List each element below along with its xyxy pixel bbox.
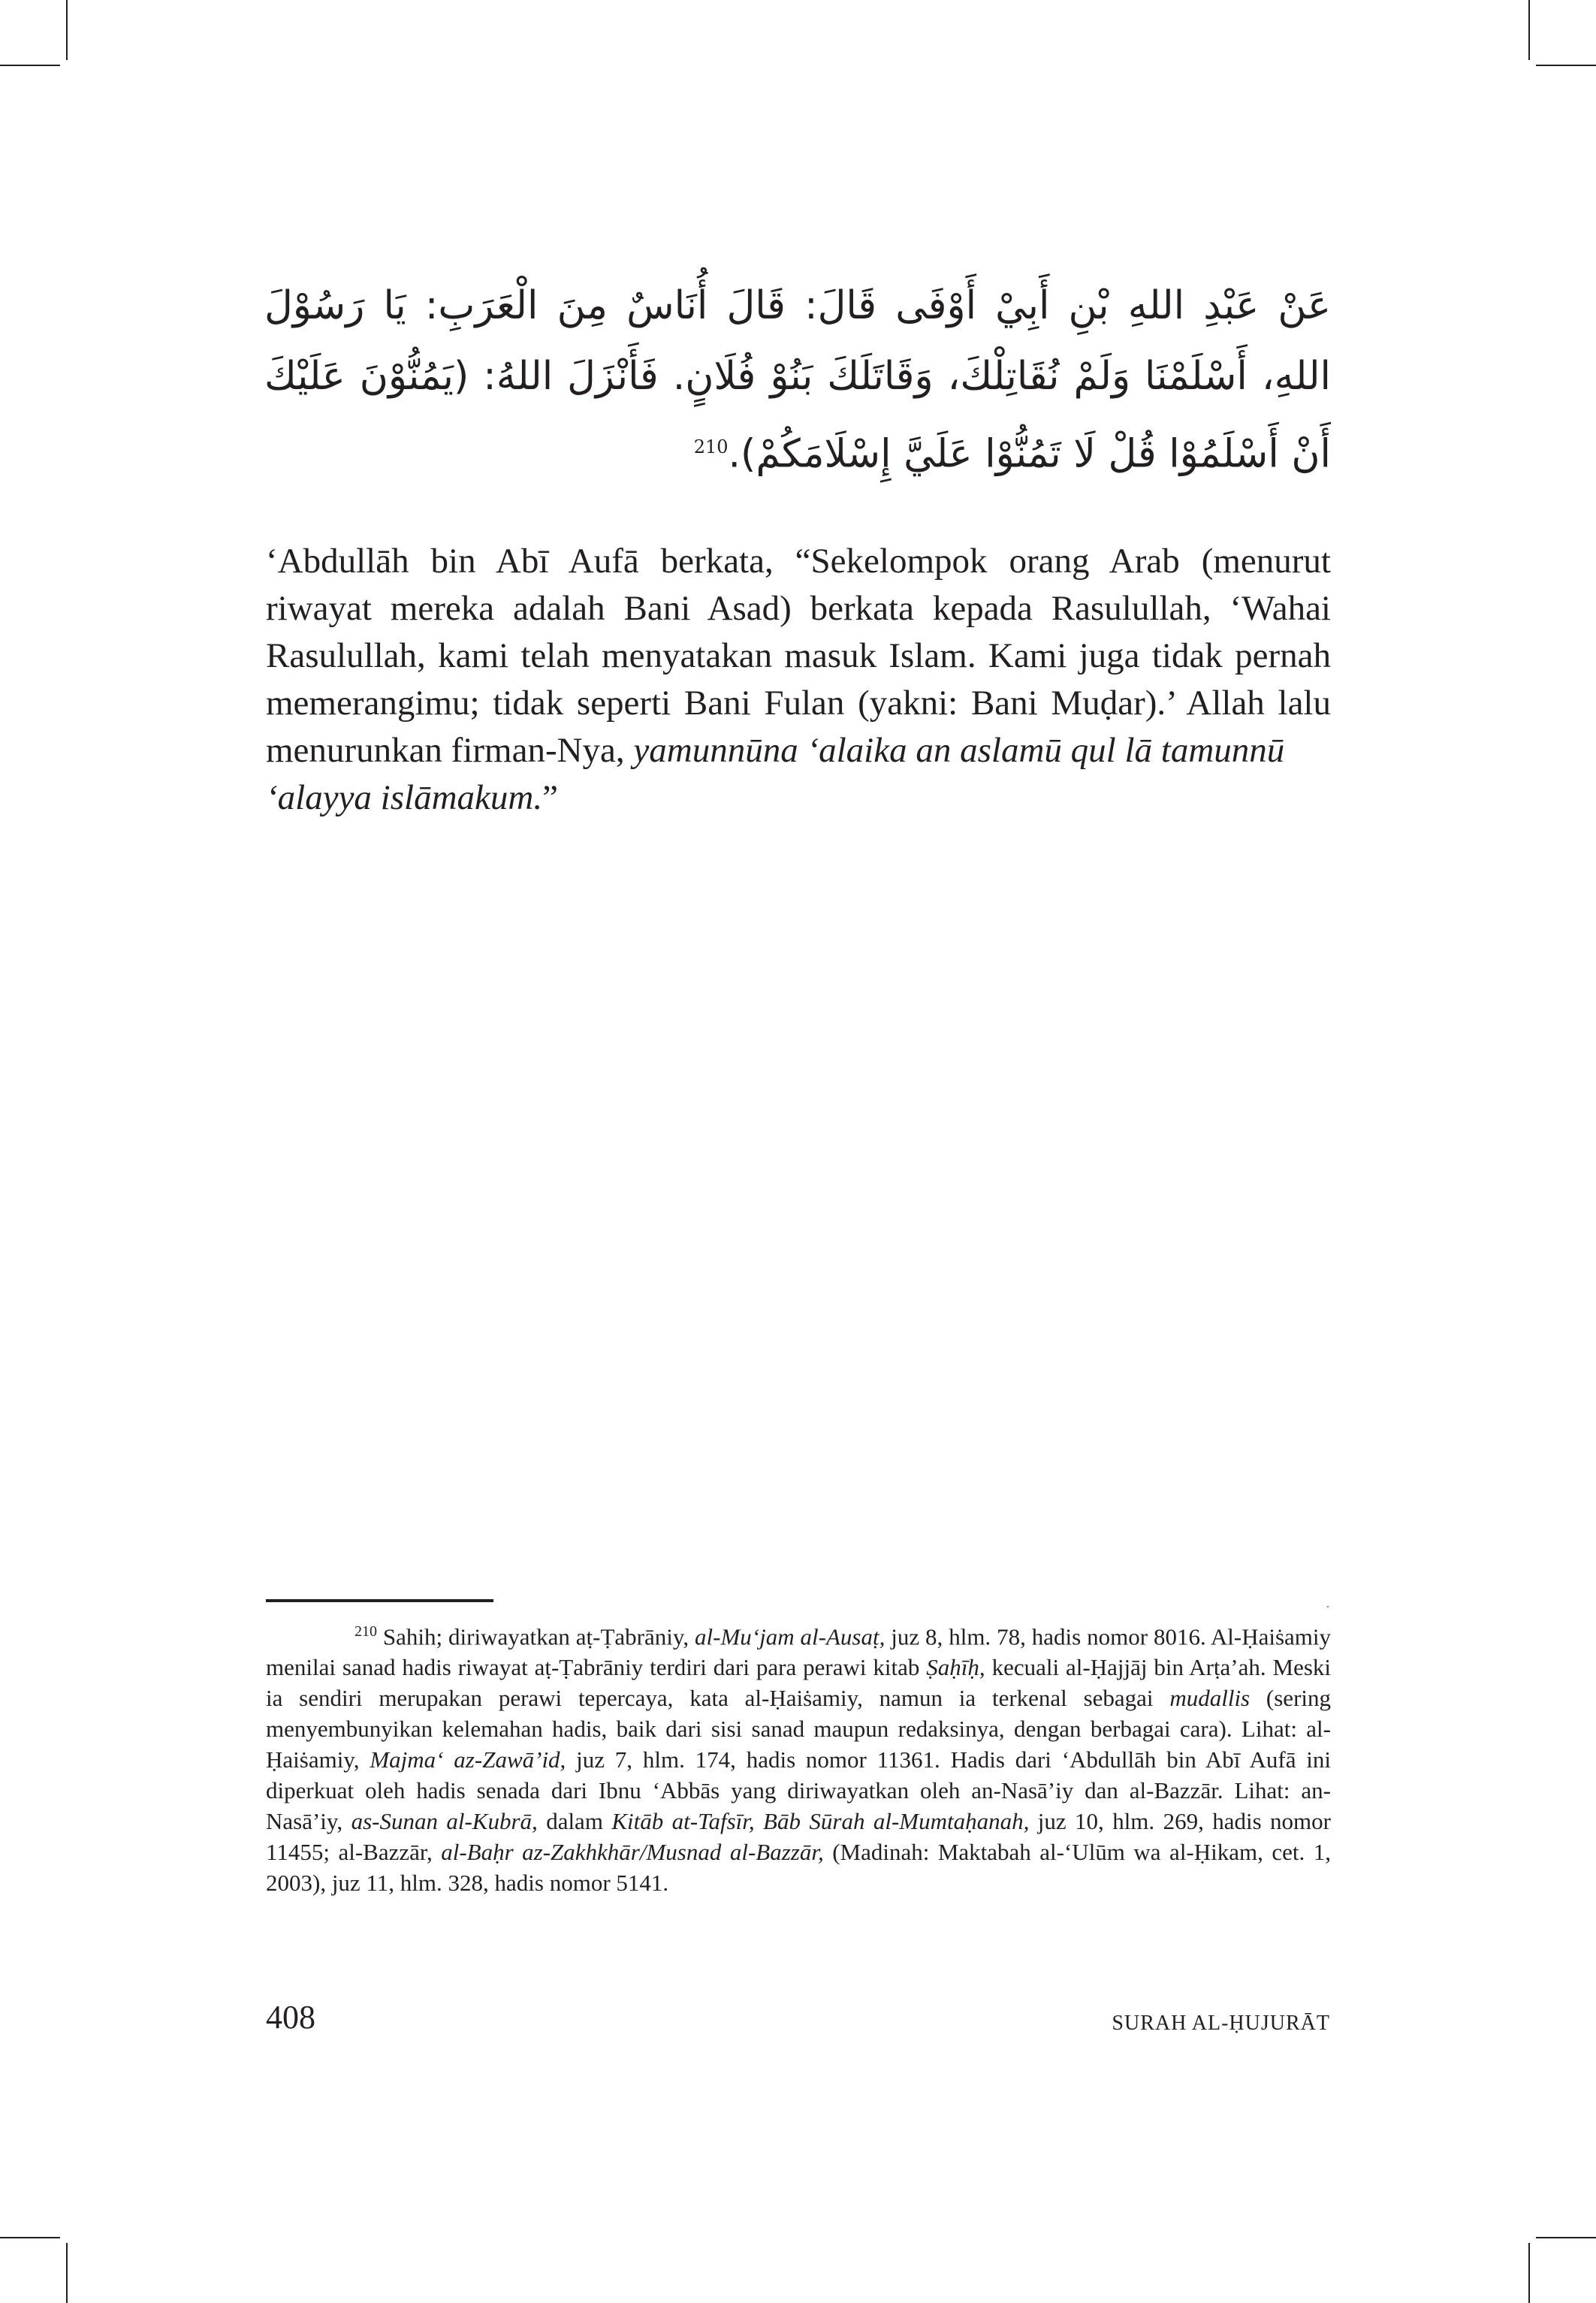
running-title: SURAH AL-ḤUJURĀT — [1112, 2012, 1330, 2035]
footnote-separator — [266, 1599, 493, 1602]
footnote-text: juz 7, hlm. 174, hadis nomor 11361. Hadis dari ‘Abdullāh bin Abī Aufā ini diperkuat oleh hadis senada dari Ibnu ‘Abbās yang diriwayatkan oleh an-Nasā’iy dan al-Bazzār. Lihat: an-Nasā’iy, — [266, 1746, 1332, 1835]
translation-paragraph — [266, 538, 1331, 822]
crop-mark — [1528, 2243, 1530, 2303]
footnote-text: Sahih; diriwayatkan aṭ-Ṭabrāniy, — [382, 1623, 689, 1650]
crop-mark — [66, 0, 68, 60]
footnote-italic: as-Sunan al-Kubrā, — [351, 1808, 538, 1835]
stray-mark — [1327, 1606, 1329, 1607]
footnote-italic: al-Baḥr az-Zakhkhār/Musnad al-Bazzār, — [441, 1839, 824, 1866]
arabic-hadith-text — [264, 270, 1331, 489]
crop-mark — [0, 65, 60, 66]
page-number: 408 — [266, 1999, 315, 2036]
footnote-text: dalam — [546, 1808, 603, 1835]
footnote-italic: Kitāb at-Tafsīr, Bāb Sūrah al-Mumtaḥanah, — [611, 1808, 1030, 1835]
footnote-italic: al-Mu‘jam al-Ausaṭ, — [695, 1623, 885, 1650]
crop-mark — [1536, 65, 1596, 66]
arabic-text: عَنْ عَبْدِ اللهِ بْنِ أَبِيْ أَوْفَى قَالَ: قَالَ أُنَاسٌ مِنَ الْعَرَبِ: يَا رَسُوْلَ اللهِ، أَسْلَمْنَا وَلَمْ نُقَاتِلْكَ، وَقَاتَلَكَ بَنُوْ فُلَانٍ. فَأَنْزَلَ اللهُ: (يَمُنُّوْنَ عَلَيْكَ أَنْ أَسْلَمُوْا قُلْ لَا تَمُنُّوْا عَلَيَّ إِسْلَامَكُمْ). — [264, 283, 1331, 477]
footnote-text: juz 8, hlm. 78, hadis nomor 8016. Al-Ḥaiṡamiy menilai sanad hadis riwayat aṭ-Ṭabrāniy terdiri dari para perawi kitab — [266, 1623, 1332, 1681]
footnote-text: juz 10, hlm. 269, hadis nomor 11455; al-Bazzār, — [266, 1808, 1331, 1866]
translation-text: ‘Abdullāh bin Abī Aufā berkata, “Sekelompok orang Arab (menurut riwayat mereka adalah Bani Asad) berkata kepada Rasulullah, ‘Wahai Rasulullah, kami telah menyatakan masuk Islam. Kami juga tidak pernah memerangimu; tidak seperti Bani Fulan (yakni: Bani Muḍar).’ Allah lalu menurunkan firman-Nya, — [266, 542, 1331, 770]
crop-mark — [66, 2243, 68, 2303]
closing-quote: ” — [542, 778, 558, 817]
footnote-italic: Majma‘ az-Zawā’id, — [370, 1746, 566, 1773]
footnote-text: kecuali al-Ḥajjāj bin Arṭa’ah. Meski ia sendiri merupakan perawi tepercaya, kata al-Ḥaiṡamiy, namun ia terkenal sebagai — [266, 1654, 1332, 1712]
crop-mark — [0, 2237, 60, 2238]
footnote-text: (sering menyembunyikan kelemahan hadis, baik dari sisi sanad maupun redaksinya, dengan berbagai cara). Lihat: al-Ḥaiṡamiy, — [266, 1685, 1332, 1773]
footnote-text: (Madinah: Maktabah al-‘Ulūm wa al-Ḥikam, cet. 1, 2003), juz 11, hlm. 328, hadis nomor 5141. — [266, 1839, 1331, 1897]
crop-mark — [1536, 2237, 1596, 2238]
footnote-italic: mudallis — [1169, 1685, 1251, 1712]
footnote-marker: 210 — [693, 436, 729, 457]
footnote-number: 210 — [354, 1623, 377, 1640]
footnote — [266, 1616, 1331, 1898]
translation-italic-quote-end: ‘alayya islāmakum. — [266, 778, 543, 817]
translation-italic-quote: yamunnūna ‘alaika an aslamū qul lā tamunnū — [633, 731, 1285, 770]
crop-mark — [1528, 0, 1530, 60]
footnote-italic: Ṣaḥīḥ, — [926, 1654, 985, 1681]
translation-last-line — [266, 774, 1331, 822]
